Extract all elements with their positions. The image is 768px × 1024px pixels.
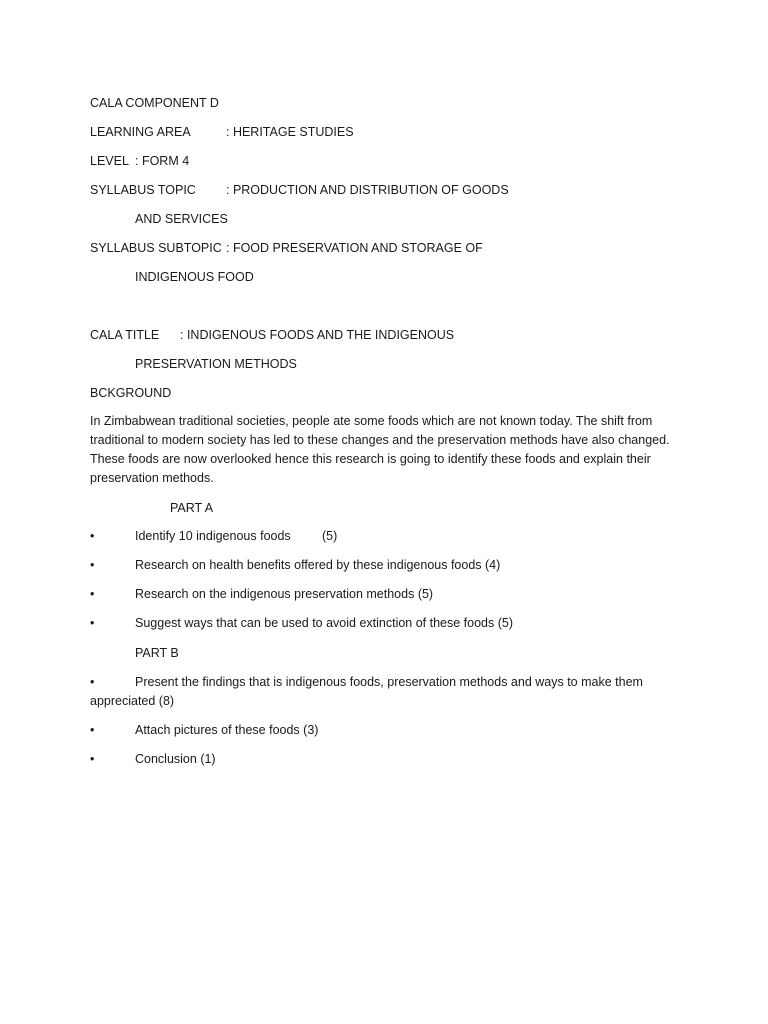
- list-item-text: Attach pictures of these foods (3): [135, 723, 319, 737]
- cala-title-continuation: PRESERVATION METHODS: [135, 357, 297, 371]
- level-value: : FORM 4: [135, 154, 190, 168]
- list-item-marks: (5): [322, 529, 338, 543]
- component-heading: CALA COMPONENT D: [90, 96, 219, 110]
- cala-title-label: CALA TITLE: [90, 328, 160, 342]
- syllabus-topic-continuation: AND SERVICES: [135, 212, 228, 226]
- level-label: LEVEL: [90, 154, 129, 168]
- cala-title-value: : INDIGENOUS FOODS AND THE INDIGENOUS: [180, 328, 455, 342]
- bullet-icon: •: [90, 587, 95, 601]
- learning-area-label: LEARNING AREA: [90, 125, 191, 139]
- bullet-icon: •: [90, 558, 95, 572]
- list-item-text: Identify 10 indigenous foods: [135, 529, 291, 543]
- part-a-heading: PART A: [170, 501, 214, 515]
- bullet-icon: •: [90, 752, 95, 766]
- background-paragraph: In Zimbabwean traditional societies, people ate some foods which are not known today. The shift from traditional to modern society has led to these changes and the preservation methods have also changed. These foods are now overlooked hence this research is going to identify these foods and explain their preservation methods.: [90, 414, 670, 485]
- background-heading: BCKGROUND: [90, 386, 172, 400]
- bullet-icon: •: [90, 529, 95, 543]
- list-item-text: Research on the indigenous preservation methods (5): [135, 587, 434, 601]
- list-item-text: Suggest ways that can be used to avoid extinction of these foods (5): [135, 616, 514, 630]
- learning-area-value: : HERITAGE STUDIES: [226, 125, 354, 139]
- part-b-heading: PART B: [135, 646, 179, 660]
- list-item-text: Present the findings that is indigenous foods, preservation methods and ways to make them appreciated (8): [90, 675, 643, 708]
- syllabus-subtopic-value: : FOOD PRESERVATION AND STORAGE OF: [226, 241, 483, 255]
- syllabus-subtopic-continuation: INDIGENOUS FOOD: [135, 270, 254, 284]
- bullet-icon: •: [90, 675, 95, 689]
- bullet-icon: •: [90, 616, 95, 630]
- syllabus-subtopic-label: SYLLABUS SUBTOPIC: [90, 241, 222, 255]
- syllabus-topic-label: SYLLABUS TOPIC: [90, 183, 196, 197]
- list-item-text: Research on health benefits offered by these indigenous foods (4): [135, 558, 501, 572]
- syllabus-topic-value: : PRODUCTION AND DISTRIBUTION OF GOODS: [226, 183, 509, 197]
- list-item-text: Conclusion (1): [135, 752, 216, 766]
- bullet-icon: •: [90, 723, 95, 737]
- list-item: [90, 673, 690, 713]
